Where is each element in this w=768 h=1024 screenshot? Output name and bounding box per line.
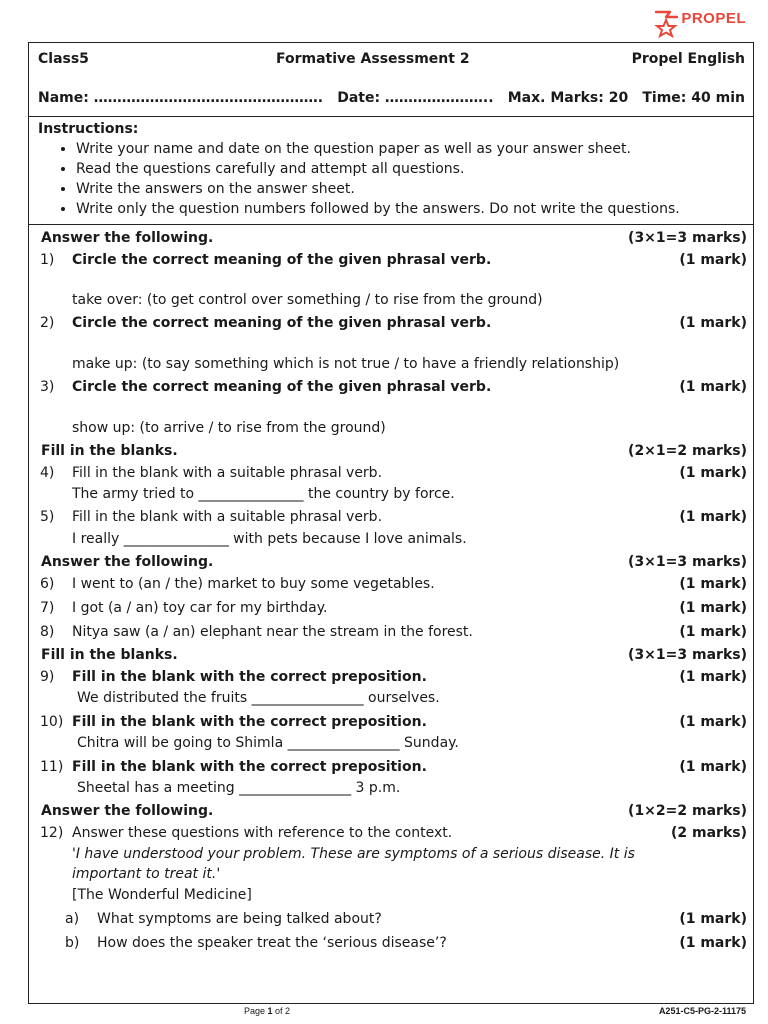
question-marks: (1 mark): [679, 759, 747, 775]
section-marks: (2×1=2 marks): [628, 443, 747, 459]
logo-text: PROPEL: [681, 9, 746, 27]
sub-question-label: b): [65, 935, 80, 951]
sub-question-b: [40, 935, 747, 955]
sub-question-text: What symptoms are being talked about?: [97, 911, 382, 927]
instructions-title: Instructions:: [38, 121, 139, 137]
sub-question-marks: (1 mark): [679, 911, 747, 927]
page-indicator: [244, 1006, 290, 1016]
question-1: [40, 252, 747, 272]
question-number: 6): [40, 576, 55, 592]
question-number: 10): [40, 714, 64, 730]
question-4: [40, 465, 747, 485]
question-paper: [28, 42, 754, 1004]
page-prefix: Page: [244, 1006, 268, 1016]
question-marks: (1 mark): [679, 465, 747, 481]
question-text: Circle the correct meaning of the given phrasal verb.: [72, 379, 492, 395]
assessment-title: Formative Assessment 2: [276, 51, 470, 67]
context-quote: [40, 866, 747, 886]
question-number: 5): [40, 509, 55, 525]
section-title: Fill in the blanks.: [41, 647, 178, 663]
section-marks: (3×1=3 marks): [628, 647, 747, 663]
question-7: [40, 600, 747, 620]
question-number: 8): [40, 624, 55, 640]
instructions-box: [29, 117, 753, 225]
question-marks: (2 marks): [671, 825, 747, 841]
instruction-item: • Write only the question numbers followed by the answers. Do not write the questions.: [76, 199, 744, 219]
question-number: 3): [40, 379, 55, 395]
star-arrow-icon: [653, 8, 679, 38]
question-detail: [40, 690, 747, 710]
question-text: Fill in the blank with the correct preposition.: [72, 669, 427, 685]
question-11: [40, 759, 747, 779]
question-detail: [40, 531, 747, 551]
context-quote: [40, 846, 747, 866]
question-text: Circle the correct meaning of the given phrasal verb.: [72, 315, 492, 331]
question-text: Answer these questions with reference to the context.: [72, 825, 453, 841]
question-marks: (1 mark): [679, 315, 747, 331]
subject-label: Propel English: [631, 51, 745, 67]
question-marks: (1 mark): [679, 600, 747, 616]
sub-question-marks: (1 mark): [679, 935, 747, 951]
max-marks: Max. Marks: 20: [507, 90, 629, 106]
question-detail-text: take over: (to get control over something / to rise from the ground): [72, 292, 543, 308]
paper-header: [29, 43, 753, 117]
question-detail: [40, 780, 747, 800]
question-detail-text: Sheetal has a meeting ________________ 3 p.m.: [77, 780, 401, 796]
section-title: Answer the following.: [41, 554, 214, 570]
class-label: Class5: [38, 51, 89, 67]
question-detail-text: Chitra will be going to Shimla ________________ Sunday.: [77, 735, 459, 751]
question-8: [40, 624, 747, 644]
section-title: Fill in the blanks.: [41, 443, 178, 459]
propel-logo: [653, 6, 746, 40]
source-text: [The Wonderful Medicine]: [72, 887, 252, 903]
paper-code: A251-C5-PG-2-11175: [658, 1006, 746, 1016]
question-marks: (1 mark): [679, 624, 747, 640]
question-text: Fill in the blank with a suitable phrasal verb.: [72, 509, 383, 525]
question-text: Fill in the blank with the correct preposition.: [72, 714, 427, 730]
question-10: [40, 714, 747, 734]
section-heading: [40, 803, 747, 823]
question-marks: (1 mark): [679, 576, 747, 592]
date-field: Date: …………………..: [337, 90, 494, 106]
question-number: 12): [40, 825, 64, 841]
section-heading: [40, 443, 747, 463]
question-detail-text: We distributed the fruits ________________ ourselves.: [77, 690, 440, 706]
section-marks: (1×2=2 marks): [628, 803, 747, 819]
section-heading: [40, 230, 747, 250]
time-limit: Time: 40 min: [642, 90, 745, 106]
instructions-list: [38, 139, 744, 219]
sub-question-label: a): [65, 911, 80, 927]
question-3: [40, 379, 747, 399]
question-marks: (1 mark): [679, 669, 747, 685]
context-source: [40, 887, 747, 907]
question-marks: (1 mark): [679, 714, 747, 730]
sub-question-a: [40, 911, 747, 931]
instruction-item: • Write the answers on the answer sheet.: [76, 179, 744, 199]
question-text: Fill in the blank with the correct preposition.: [72, 759, 427, 775]
question-number: 2): [40, 315, 55, 331]
quote-line: 'I have understood your problem. These are symptoms of a serious disease. It is: [72, 846, 635, 862]
question-number: 1): [40, 252, 55, 268]
name-field: Name: ………………………………………….: [38, 90, 324, 106]
question-detail: [40, 735, 747, 755]
question-detail-text: show up: (to arrive / to rise from the ground): [72, 420, 386, 436]
question-text: I went to (an / the) market to buy some vegetables.: [72, 576, 435, 592]
question-text: Circle the correct meaning of the given phrasal verb.: [72, 252, 492, 268]
question-12: [40, 825, 747, 845]
section-title: Answer the following.: [41, 230, 214, 246]
question-detail: [40, 292, 747, 312]
question-detail: [40, 356, 747, 376]
instruction-item: • Write your name and date on the question paper as well as your answer sheet.: [76, 139, 744, 159]
section-title: Answer the following.: [41, 803, 214, 819]
question-detail: [40, 486, 747, 506]
page-suffix: of 2: [272, 1006, 291, 1016]
instruction-item: • Read the questions carefully and attempt all questions.: [76, 159, 744, 179]
question-text: Nitya saw (a / an) elephant near the stream in the forest.: [72, 624, 473, 640]
question-detail: [40, 420, 747, 440]
question-9: [40, 669, 747, 689]
question-marks: (1 mark): [679, 379, 747, 395]
question-number: 4): [40, 465, 55, 481]
question-marks: (1 mark): [679, 509, 747, 525]
sub-question-text: How does the speaker treat the ‘serious disease’?: [97, 935, 447, 951]
section-marks: (3×1=3 marks): [628, 230, 747, 246]
question-detail-text: I really _______________ with pets because I love animals.: [72, 531, 467, 547]
question-marks: (1 mark): [679, 252, 747, 268]
question-5: [40, 509, 747, 529]
question-number: 9): [40, 669, 55, 685]
question-2: [40, 315, 747, 335]
quote-line: important to treat it.': [72, 866, 221, 882]
question-number: 11): [40, 759, 64, 775]
section-marks: (3×1=3 marks): [628, 554, 747, 570]
section-heading: [40, 554, 747, 574]
section-heading: [40, 647, 747, 667]
question-6: [40, 576, 747, 596]
question-detail-text: The army tried to _______________ the country by force.: [72, 486, 455, 502]
page-current: 1: [267, 1006, 273, 1016]
question-text: Fill in the blank with a suitable phrasal verb.: [72, 465, 383, 481]
question-text: I got (a / an) toy car for my birthday.: [72, 600, 328, 616]
question-detail-text: make up: (to say something which is not true / to have a friendly relationship): [72, 356, 620, 372]
question-number: 7): [40, 600, 55, 616]
